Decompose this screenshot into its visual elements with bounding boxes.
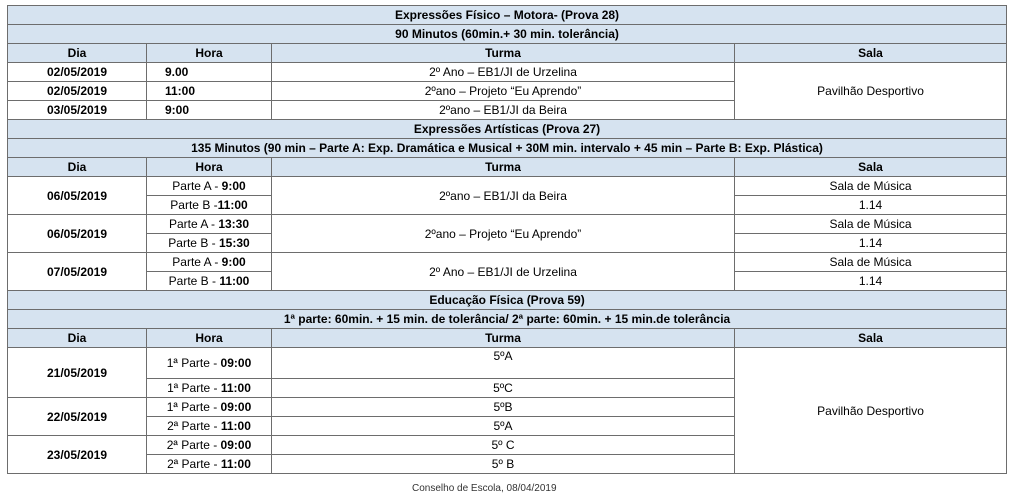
column-header-row bbox=[8, 44, 1007, 63]
header-dia: Dia bbox=[8, 44, 147, 63]
hora-cell: Parte B - 15:30 bbox=[147, 234, 272, 253]
hora-cell: Parte A - 13:30 bbox=[147, 215, 272, 234]
turma-cell: 5ºB bbox=[272, 398, 735, 417]
hora-cell: 2ª Parte - 11:00 bbox=[147, 417, 272, 436]
turma-cell: 5ºA bbox=[272, 348, 735, 379]
header-sala: Sala bbox=[735, 44, 1007, 63]
turma-cell: 2ºano – Projeto “Eu Aprendo” bbox=[272, 82, 735, 101]
dia-cell: 07/05/2019 bbox=[8, 253, 147, 291]
hora-cell: 9.00 bbox=[147, 63, 272, 82]
hora-cell: 11:00 bbox=[147, 82, 272, 101]
section-3-title-row bbox=[8, 291, 1007, 310]
exam-schedule-table bbox=[7, 5, 1007, 474]
header-turma: Turma bbox=[272, 329, 735, 348]
turma-cell: 2ºano – EB1/JI da Beira bbox=[272, 101, 735, 120]
dia-cell: 03/05/2019 bbox=[8, 101, 147, 120]
hora-cell: 1ª Parte - 09:00 bbox=[147, 348, 272, 379]
dia-cell: 06/05/2019 bbox=[8, 177, 147, 215]
header-turma: Turma bbox=[272, 158, 735, 177]
hora-cell: Parte B -11:00 bbox=[147, 196, 272, 215]
header-sala: Sala bbox=[735, 329, 1007, 348]
table-row bbox=[8, 215, 1007, 234]
sala-cell: 1.14 bbox=[735, 196, 1007, 215]
turma-cell: 5º B bbox=[272, 455, 735, 474]
dia-cell: 02/05/2019 bbox=[8, 63, 147, 82]
hora-cell: Parte A - 9:00 bbox=[147, 177, 272, 196]
hora-cell: 1ª Parte - 11:00 bbox=[147, 379, 272, 398]
section-3-subtitle-row bbox=[8, 310, 1007, 329]
sala-cell: 1.14 bbox=[735, 234, 1007, 253]
dia-cell: 23/05/2019 bbox=[8, 436, 147, 474]
section-1-title-row bbox=[8, 6, 1007, 25]
section-2-subtitle-row bbox=[8, 139, 1007, 158]
table-row bbox=[8, 177, 1007, 196]
turma-cell: 2ºano – Projeto “Eu Aprendo” bbox=[272, 215, 735, 253]
turma-cell: 2º Ano – EB1/JI de Urzelina bbox=[272, 253, 735, 291]
section-subtitle: 1ª parte: 60min. + 15 min. de tolerância/ 2ª parte: 60min. + 15 min.de tolerância bbox=[8, 310, 1007, 329]
sala-cell: Pavilhão Desportivo bbox=[735, 348, 1007, 474]
section-title: Educação Física (Prova 59) bbox=[8, 291, 1007, 310]
header-dia: Dia bbox=[8, 158, 147, 177]
section-subtitle: 90 Minutos (60min.+ 30 min. tolerância) bbox=[8, 25, 1007, 44]
section-2-title-row bbox=[8, 120, 1007, 139]
header-hora: Hora bbox=[147, 44, 272, 63]
hora-cell: Parte B - 11:00 bbox=[147, 272, 272, 291]
dia-cell: 02/05/2019 bbox=[8, 82, 147, 101]
hora-cell: 2ª Parte - 09:00 bbox=[147, 436, 272, 455]
dia-cell: 21/05/2019 bbox=[8, 348, 147, 398]
column-header-row bbox=[8, 329, 1007, 348]
hora-cell: Parte A - 9:00 bbox=[147, 253, 272, 272]
header-hora: Hora bbox=[147, 329, 272, 348]
hora-cell: 9:00 bbox=[147, 101, 272, 120]
section-1-subtitle-row bbox=[8, 25, 1007, 44]
turma-cell: 2º Ano – EB1/JI de Urzelina bbox=[272, 63, 735, 82]
turma-cell: 5ºC bbox=[272, 379, 735, 398]
section-title: Expressões Artísticas (Prova 27) bbox=[8, 120, 1007, 139]
sala-cell: 1.14 bbox=[735, 272, 1007, 291]
footer-note: Conselho de Escola, 08/04/2019 bbox=[412, 483, 557, 494]
turma-cell: 5º C bbox=[272, 436, 735, 455]
sala-cell: Pavilhão Desportivo bbox=[735, 63, 1007, 120]
sala-cell: Sala de Música bbox=[735, 215, 1007, 234]
header-dia: Dia bbox=[8, 329, 147, 348]
section-title: Expressões Físico – Motora- (Prova 28) bbox=[8, 6, 1007, 25]
table-row bbox=[8, 63, 1007, 82]
column-header-row bbox=[8, 158, 1007, 177]
dia-cell: 06/05/2019 bbox=[8, 215, 147, 253]
header-sala: Sala bbox=[735, 158, 1007, 177]
table-row bbox=[8, 253, 1007, 272]
section-subtitle: 135 Minutos (90 min – Parte A: Exp. Dramática e Musical + 30M min. intervalo + 45 min – Parte B: Exp. Plástica) bbox=[8, 139, 1007, 158]
header-turma: Turma bbox=[272, 44, 735, 63]
header-hora: Hora bbox=[147, 158, 272, 177]
sala-cell: Sala de Música bbox=[735, 253, 1007, 272]
hora-cell: 1ª Parte - 09:00 bbox=[147, 398, 272, 417]
dia-cell: 22/05/2019 bbox=[8, 398, 147, 436]
table-row bbox=[8, 348, 1007, 379]
turma-cell: 5ºA bbox=[272, 417, 735, 436]
sala-cell: Sala de Música bbox=[735, 177, 1007, 196]
hora-cell: 2ª Parte - 11:00 bbox=[147, 455, 272, 474]
turma-cell: 2ºano – EB1/JI da Beira bbox=[272, 177, 735, 215]
